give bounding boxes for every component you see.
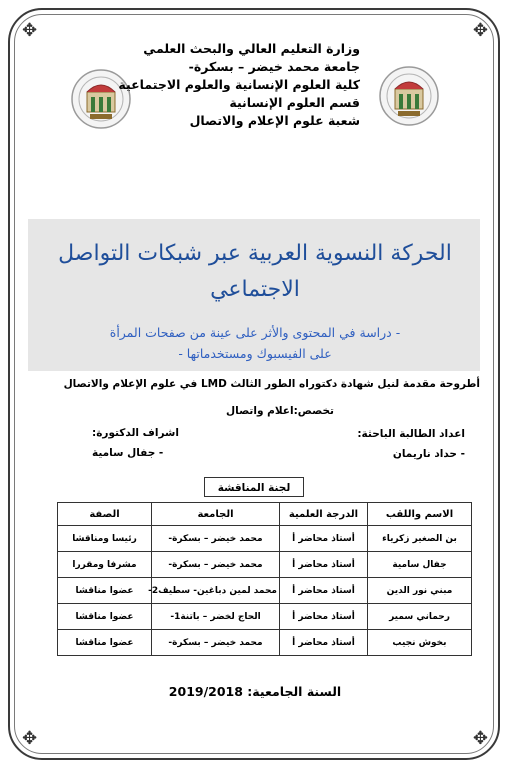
member-role: عضوا مناقشا bbox=[58, 630, 152, 656]
member-university: محمد خيضر – بسكرة- bbox=[152, 526, 280, 552]
thesis-statement: أطروحة مقدمة لنيل شهادة دكتوراه الطور الثالث LMD في علوم الإعلام والاتصال bbox=[63, 378, 480, 390]
member-rank: أستاذ محاضر أ bbox=[280, 604, 368, 630]
table-row bbox=[58, 630, 472, 656]
supervisor-name: - جفال سامية bbox=[92, 447, 164, 459]
member-role: عضوا مناقشا bbox=[58, 604, 152, 630]
university-name: جامعة محمد خيضر – بسكرة- bbox=[188, 59, 360, 74]
table-row bbox=[58, 526, 472, 552]
subtitle-line: - دراسة في المحتوى والأثر على عينة من صفحات المرأة bbox=[109, 325, 401, 340]
specialty: تخصص:اعلام واتصال bbox=[226, 405, 334, 417]
supervisor-label: اشراف الدكتورة: bbox=[92, 427, 179, 439]
member-name: بن الصغير زكرياء bbox=[368, 526, 472, 552]
column-header: الدرجة العلمية bbox=[280, 503, 368, 526]
prepared-by-label: اعداد الطالبة الباحثة: bbox=[357, 428, 465, 440]
committee-title: لجنة المناقشة bbox=[204, 477, 304, 497]
branch-name: شعبة علوم الإعلام والاتصال bbox=[189, 113, 360, 128]
member-university: محمد لمين دباغين- سطيف2- bbox=[152, 578, 280, 604]
member-university: الحاج لخضر – باتنة1- bbox=[152, 604, 280, 630]
table-row bbox=[58, 578, 472, 604]
member-rank: أستاذ محاضر أ bbox=[280, 526, 368, 552]
corner-ornament-icon: ✥ bbox=[472, 20, 488, 41]
member-role: مشرفا ومقررا bbox=[58, 552, 152, 578]
corner-ornament-icon: ✥ bbox=[472, 728, 488, 749]
member-rank: أستاذ محاضر أ bbox=[280, 578, 368, 604]
member-university: محمد خيضر – بسكرة- bbox=[152, 630, 280, 656]
university-logo-icon bbox=[378, 65, 440, 127]
member-rank: أستاذ محاضر أ bbox=[280, 552, 368, 578]
student-name: - حداد ناريمان bbox=[392, 448, 465, 460]
academic-year: السنة الجامعية: 2019/2018 bbox=[168, 684, 342, 699]
table-row bbox=[58, 552, 472, 578]
member-name: بخوش نجيب bbox=[368, 630, 472, 656]
thesis-title: الحركة النسوية العربية عبر شبكات التواصل الاجتماعي bbox=[58, 241, 452, 302]
member-university: محمد خيضر – بسكرة- bbox=[152, 552, 280, 578]
member-rank: أستاذ محاضر أ bbox=[280, 630, 368, 656]
corner-ornament-icon: ✥ bbox=[22, 20, 38, 41]
member-role: عضوا مناقشا bbox=[58, 578, 152, 604]
faculty-name: كلية العلوم الإنسانية والعلوم الاجتماعية bbox=[118, 77, 360, 92]
member-name: رحماني سمير bbox=[368, 604, 472, 630]
column-header: الاسم واللقب bbox=[368, 503, 472, 526]
institution-header bbox=[100, 40, 360, 130]
table-header-row bbox=[58, 503, 472, 526]
committee-table bbox=[57, 502, 472, 656]
thesis-subtitle bbox=[40, 322, 470, 364]
column-header: الجامعة bbox=[152, 503, 280, 526]
column-header: الصفة bbox=[58, 503, 152, 526]
department-name: قسم العلوم الإنسانية bbox=[229, 95, 360, 110]
member-name: جفال سامية bbox=[368, 552, 472, 578]
table-row bbox=[58, 604, 472, 630]
subtitle-line: على الفيسبوك ومستخدماتها - bbox=[178, 346, 332, 361]
member-name: مبني نور الدين bbox=[368, 578, 472, 604]
ministry-name: وزارة التعليم العالي والبحث العلمي bbox=[143, 41, 360, 56]
member-role: رئيسا ومناقشا bbox=[58, 526, 152, 552]
corner-ornament-icon: ✥ bbox=[22, 728, 38, 749]
